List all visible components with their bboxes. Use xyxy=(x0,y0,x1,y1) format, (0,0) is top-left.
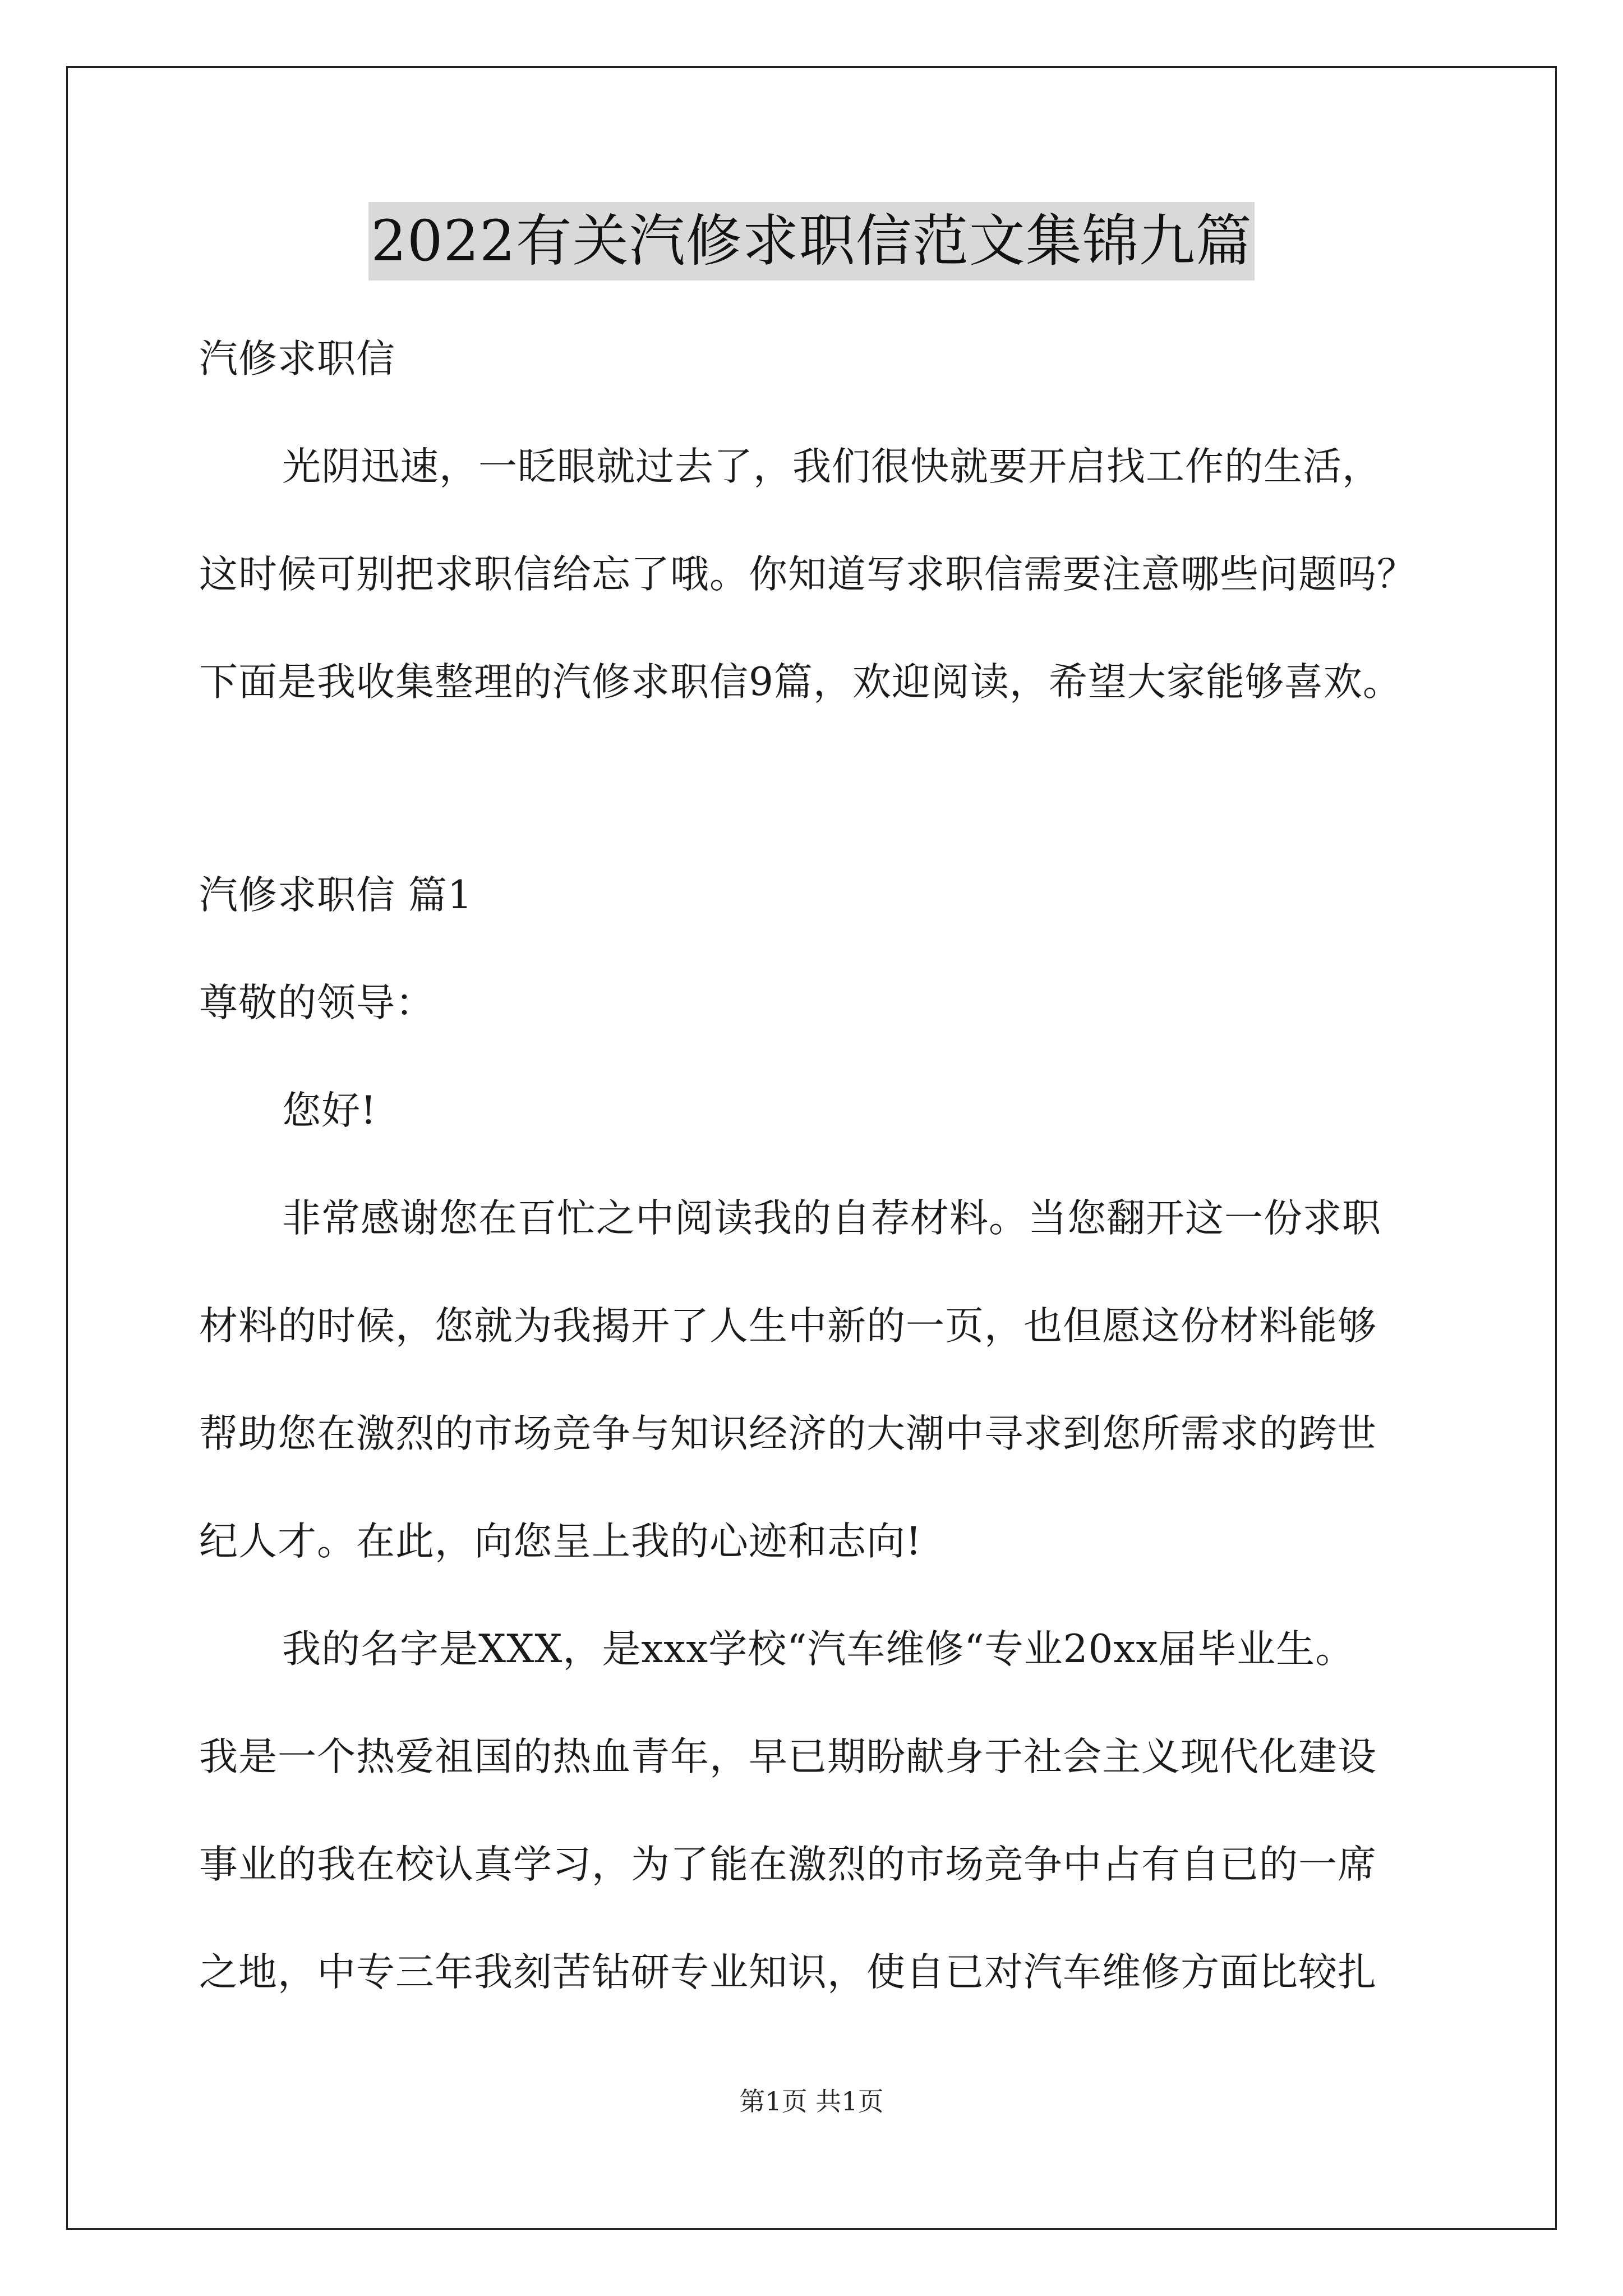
page-footer: 第1页 共1页 xyxy=(739,2086,884,2116)
paragraph-line: 我的名字是XXX，是xxx学校“汽车维修“专业20xx届毕业生。 xyxy=(282,1627,1355,1672)
section-heading: 汽修求职信 篇1 xyxy=(199,873,473,918)
paragraph-line: 纪人才。在此，向您呈上我的心迹和志向! xyxy=(199,1519,922,1564)
salutation: 尊敬的领导： xyxy=(199,981,435,1025)
intro-heading: 汽修求职信 xyxy=(199,337,395,381)
intro-line: 光阴迅速，一眨眼就过去了，我们很快就要开启找工作的生活， xyxy=(282,444,1381,489)
paragraph-line: 材料的时候，您就为我揭开了人生中新的一页，也但愿这份材料能够 xyxy=(199,1304,1377,1349)
intro-line: 这时候可别把求职信给忘了哦。你知道写求职信需要注意哪些问题吗？ xyxy=(199,552,1416,597)
paragraph-line: 之地，中专三年我刻苦钻研专业知识，使自已对汽车维修方面比较扎 xyxy=(199,1950,1377,1995)
intro-line: 下面是我收集整理的汽修求职信9篇，欢迎阅读，希望大家能够喜欢。 xyxy=(199,660,1402,705)
document-title: 2022有关汽修求职信范文集锦九篇 xyxy=(368,202,1255,280)
greeting: 您好! xyxy=(282,1088,377,1133)
paragraph-line: 我是一个热爱祖国的热血青年，早已期盼献身于社会主义现代化建设 xyxy=(199,1734,1377,1779)
document-body xyxy=(199,331,1464,2000)
paragraph-line: 帮助您在激烈的市场竞争与知识经济的大潮中寻求到您所需求的跨世 xyxy=(199,1411,1377,1456)
paragraph-line: 事业的我在校认真学习，为了能在激烈的市场竞争中占有自已的一席 xyxy=(199,1842,1377,1887)
paragraph-line: 非常感谢您在百忙之中阅读我的自荐材料。当您翻开这一份求职 xyxy=(282,1196,1381,1241)
title-wrap xyxy=(0,202,1623,280)
